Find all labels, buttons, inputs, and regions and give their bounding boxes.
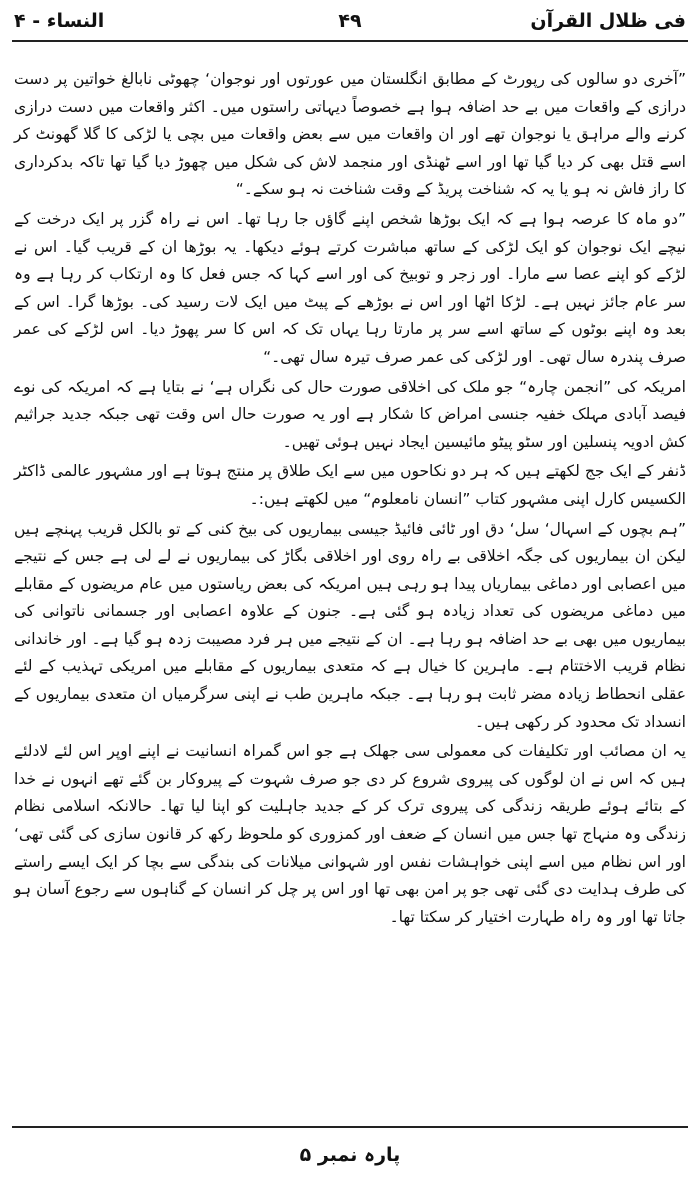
footer-divider bbox=[12, 1126, 688, 1128]
book-title: فی ظلال القرآن bbox=[530, 10, 686, 32]
paragraph-denver-judge: ڈنفر کے ایک جج لکھتے ہیں کہ ہر دو نکاحوں میں سے ایک طلاق پر منتج ہوتا ہے اور مشہور عالمی ڈاکٹر الکسیس کارل اپنی مشہور کتاب ”انسان نامعلوم“ میں لکھتے ہیں:۔ bbox=[14, 462, 686, 508]
body-text bbox=[14, 66, 686, 933]
paragraph-america-statistics: امریکہ کی ”انجمن چارہ“ جو ملک کی اخلاقی صورت حال کی نگراں ہے‘ نے بتایا ہے کہ امریکہ کی نوے فیصد آبادی مہلک خفیہ جنسی امراض کا شکار ہے اور یہ صورت حال اس وقت تھی جبکہ جدید جراثیم کش ادویہ پنسلین اور سٹو پیٹو مائیسین ایجاد نہیں ہوئی تھیں۔ bbox=[14, 377, 686, 451]
para-number-footer: پارہ نمبر ۵ bbox=[299, 1144, 401, 1166]
header-divider bbox=[12, 40, 688, 42]
paragraph-conclusion: یہ ان مصائب اور تکلیفات کی معمولی سی جھلک ہے جو اس گمراہ انسانیت نے اپنے اوپر اس لئے لادلئے ہیں کہ اس نے ان لوگوں کی پیروی شروع کر دی جو صرف شہوت کے پیروکار بن گئے تھے انہوں نے خدا کے بتائے ہوئے طریقہ زندگی کی پیروی ترک کر کے جدید جاہلیت کو اپنا لیا تھا۔ حالانکہ اسلامی نظام زندگی وہ منہاج تھا جس میں انسان کے ضعف اور کمزوری کو ملحوظ رکھ کر قانون سازی کی گئی تھی‘ اور اس نظام میں اسے اپنی خواہشات نفس اور شہوانی میلانات کی بندگی سے بچا کر ایک ایسے راستے کی طرف ہدایت دی گئی تھی جو پر امن بھی تھا اور اس پر چل کر انسان کے گناہوں سے رجوع آسان ہو جاتا تھا اور وہ راہ طہارت اختیار کر سکتا تھا۔ bbox=[14, 742, 686, 926]
paragraph-england-report: ”آخری دو سالوں کی رپورٹ کے مطابق انگلستان میں عورتوں اور نوجوان‘ چھوٹی نابالغ خواتین پر دست درازی کے واقعات میں بے حد اضافہ ہوا ہے خصوصاً دیہاتی راستوں میں۔ اکثر واقعات میں دست درازی کرنے والے مراہق یا نوجوان تھے اور ان واقعات میں سے بعض واقعات میں بچی یا لڑکی کا گلا گھونٹ کر اسے قتل بھی کر دیا گیا تھا اور اسے ٹھنڈی اور منجمد لاش کی شکل میں چھوڑ دیا گیا تھا تاکہ بدکرداری کا راز فاش نہ ہو یا یہ کہ شناخت پریڈ کے وقت شناخت نہ ہو سکے۔“ bbox=[14, 70, 686, 199]
page-number: ۴۹ bbox=[338, 10, 362, 32]
surah-label: النساء - ۴ bbox=[14, 10, 105, 32]
paragraph-alexis-carrel-quote: ”ہم بچوں کے اسہال‘ سل‘ دق اور ٹائی فائیڈ جیسی بیماریوں کی بیخ کنی کے تو بالکل قریب پہنچے ہیں لیکن ان بیماریوں کی جگہ اخلاقی بے راہ روی اور اخلاقی بگاڑ کی بیماریوں نے لے لی ہے جس کے نتیجے میں اعصابی اور دماغی بیماریاں پیدا ہو رہی ہیں امریکہ کی بعض ریاستوں میں عام مریضوں کے مقابلے میں دماغی مریضوں کی تعداد زیادہ ہو گئی ہے۔ جنون کے علاوہ اعصابی اور جسمانی ناتوانی کی بیماریوں میں بھی بے حد اضافہ ہو رہا ہے۔ ان کے نتیجے میں ہر فرد مصیبت زدہ ہو گیا ہے۔ اور خاندانی نظام قریب الاختتام ہے۔ ماہرین کا خیال ہے کہ متعدی بیماریوں کے مقابلے میں امریکی تہذیب کے لئے عقلی انحطاط زیادہ مضر ثابت ہو رہا ہے۔ جبکہ ماہرین طب نے اپنی سرگرمیاں ان متعدی بیماریوں کے انسداد تک محدود کر رکھی ہیں۔ bbox=[14, 519, 686, 731]
page-header bbox=[14, 6, 686, 36]
paragraph-old-man-incident: ”دو ماہ کا عرصہ ہوا ہے کہ ایک بوڑھا شخص اپنے گاؤں جا رہا تھا۔ اس نے راہ گزر پر ایک درخت کے نیچے ایک نوجوان کو ایک لڑکی کے ساتھ مباشرت کرتے ہوئے دیکھا۔ یہ بوڑھا ان کے قریب گیا۔ اس نے لڑکے کو اپنے عصا سے مارا۔ اور زجر و توبیخ کی اور اسے کہا کہ جس فعل کا وہ ارتکاب کر رہا ہے وہ سر عام جائز نہیں ہے۔ لڑکا اٹھا اور اس نے بوڑھے کے پیٹ میں ایک لات رسید کی۔ بوڑھا گرا۔ اس کے بعد وہ اپنے بوٹوں کے ساتھ اسے سر پر مارتا رہا یہاں تک کہ اس کا سر پھوڑ دیا۔ اس لڑکے کی عمر صرف پندرہ سال تھی۔ اور لڑکی کی عمر صرف تیرہ سال تھی۔“ bbox=[14, 209, 686, 366]
